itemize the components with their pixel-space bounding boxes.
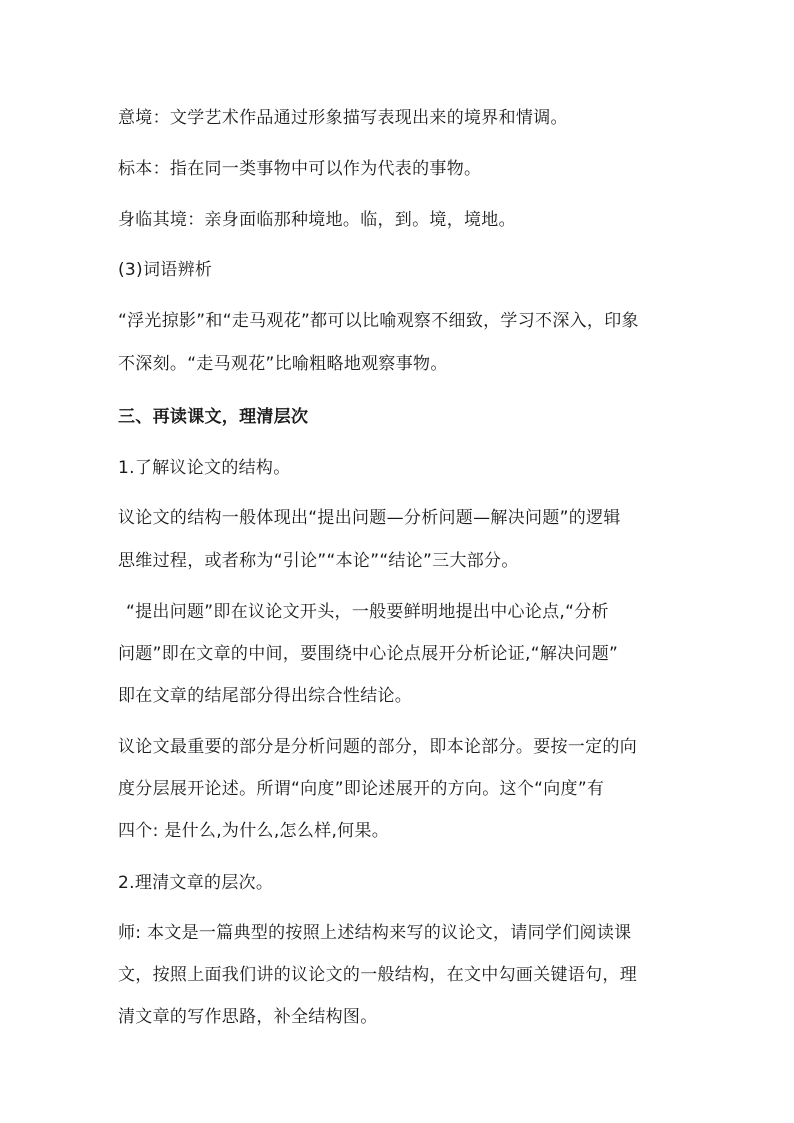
paragraph-line: 即在文章的结尾部分得出综合性结论。 [118, 686, 413, 706]
paragraph-line: 问题”即在文章的中间，要围绕中心论点展开分析论证,“解决问题” [118, 644, 619, 664]
paragraph-line: 清文章的写作思路，补全结构图。 [118, 1007, 378, 1027]
subheading-structure: 1.了解议论文的结构。 [118, 458, 291, 478]
paragraph-line: 四个: 是什么,为什么,怎么样,何果。 [118, 821, 390, 841]
paragraph-line: 思维过程，或者称为“引论”“本论”“结论”三大部分。 [118, 551, 519, 571]
definition-biaoben: 标本：指在同一类事物中可以作为代表的事物。 [118, 159, 482, 179]
definition-yijing: 意境：文学艺术作品通过形象描写表现出来的境界和情调。 [118, 108, 568, 128]
paragraph-line: 不深刻。“走马观花”比喻粗略地观察事物。 [118, 354, 448, 374]
paragraph-line: 文，按照上面我们讲的议论文的一般结构，在文中勾画关键语句，理 [118, 965, 637, 985]
definition-shenlinqijing: 身临其境：亲身面临那种境地。临，到。境，境地。 [118, 210, 516, 230]
paragraph-line: “提出问题”即在议论文开头，一般要鲜明地提出中心论点,“分析 [126, 602, 609, 622]
section-heading-reread: 三、再读课文，理清层次 [118, 407, 309, 427]
section-heading-word-analysis: (3)词语辨析 [118, 260, 213, 280]
paragraph-line: 师: 本文是一篇典型的按照上述结构来写的议论文，请同学们阅读课 [118, 923, 632, 943]
paragraph-line: 议论文最重要的部分是分析问题的部分，即本论部分。要按一定的向 [118, 737, 637, 757]
paragraph-line: 度分层展开论述。所谓“向度”即论述展开的方向。这个“向度”有 [118, 779, 605, 799]
paragraph-line: 议论文的结构一般体现出“提出问题—分析问题—解决问题”的逻辑 [118, 508, 621, 528]
paragraph-line: “浮光掠影”和“走马观花”都可以比喻观察不细致，学习不深入，印象 [118, 311, 639, 331]
subheading-layers: 2.理清文章的层次。 [118, 873, 274, 893]
